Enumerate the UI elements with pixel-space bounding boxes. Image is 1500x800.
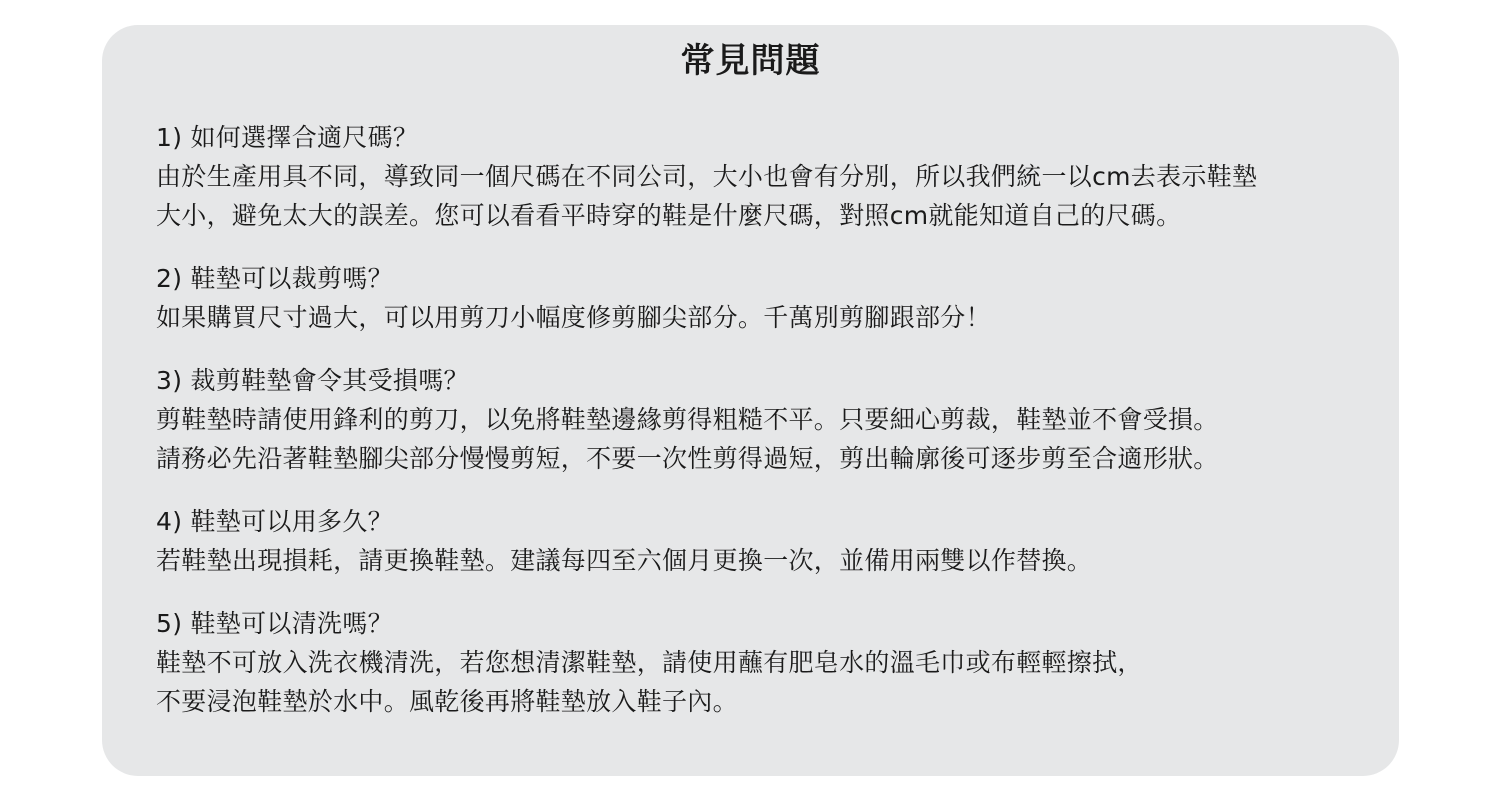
faq-answer-line: 由於生產用具不同，導致同一個尺碼在不同公司，大小也會有分別，所以我們統一以cm去表示鞋墊 — [156, 162, 1258, 191]
faq-list — [156, 118, 1376, 745]
faq-question: 1) 如何選擇合適尺碼？ — [156, 123, 419, 152]
faq-answer-line: 大小，避免太大的誤差。您可以看看平時穿的鞋是什麼尺碼，對照cm就能知道自己的尺碼。 — [156, 201, 1182, 230]
faq-item-1 — [156, 118, 1376, 235]
faq-item-5 — [156, 604, 1376, 721]
faq-card — [102, 25, 1399, 776]
faq-answer-line: 鞋墊不可放入洗衣機清洗，若您想清潔鞋墊，請使用蘸有肥皂水的溫毛巾或布輕輕擦拭， — [156, 648, 1143, 677]
faq-answer-line: 請務必先沿著鞋墊腳尖部分慢慢剪短，不要一次性剪得過短，剪出輪廓後可逐步剪至合適形狀。 — [156, 444, 1219, 473]
faq-question: 5) 鞋墊可以清洗嗎？ — [156, 609, 393, 638]
faq-item-3 — [156, 361, 1376, 478]
faq-answer-line: 剪鞋墊時請使用鋒利的剪刀，以免將鞋墊邊緣剪得粗糙不平。只要細心剪裁，鞋墊並不會受損。 — [156, 405, 1219, 434]
faq-question: 2) 鞋墊可以裁剪嗎？ — [156, 264, 393, 293]
faq-answer-line: 不要浸泡鞋墊於水中。風乾後再將鞋墊放入鞋子內。 — [156, 687, 738, 716]
faq-answer-line: 若鞋墊出現損耗，請更換鞋墊。建議每四至六個月更換一次，並備用兩雙以作替換。 — [156, 546, 1093, 575]
faq-item-2 — [156, 259, 1376, 337]
faq-title: 常見問題 — [680, 41, 821, 81]
faq-question: 3) 裁剪鞋墊會令其受損嗎？ — [156, 366, 469, 395]
faq-question: 4) 鞋墊可以用多久？ — [156, 507, 393, 536]
faq-item-4 — [156, 502, 1376, 580]
faq-answer-line: 如果購買尺寸過大，可以用剪刀小幅度修剪腳尖部分。千萬別剪腳跟部分！ — [156, 303, 991, 332]
